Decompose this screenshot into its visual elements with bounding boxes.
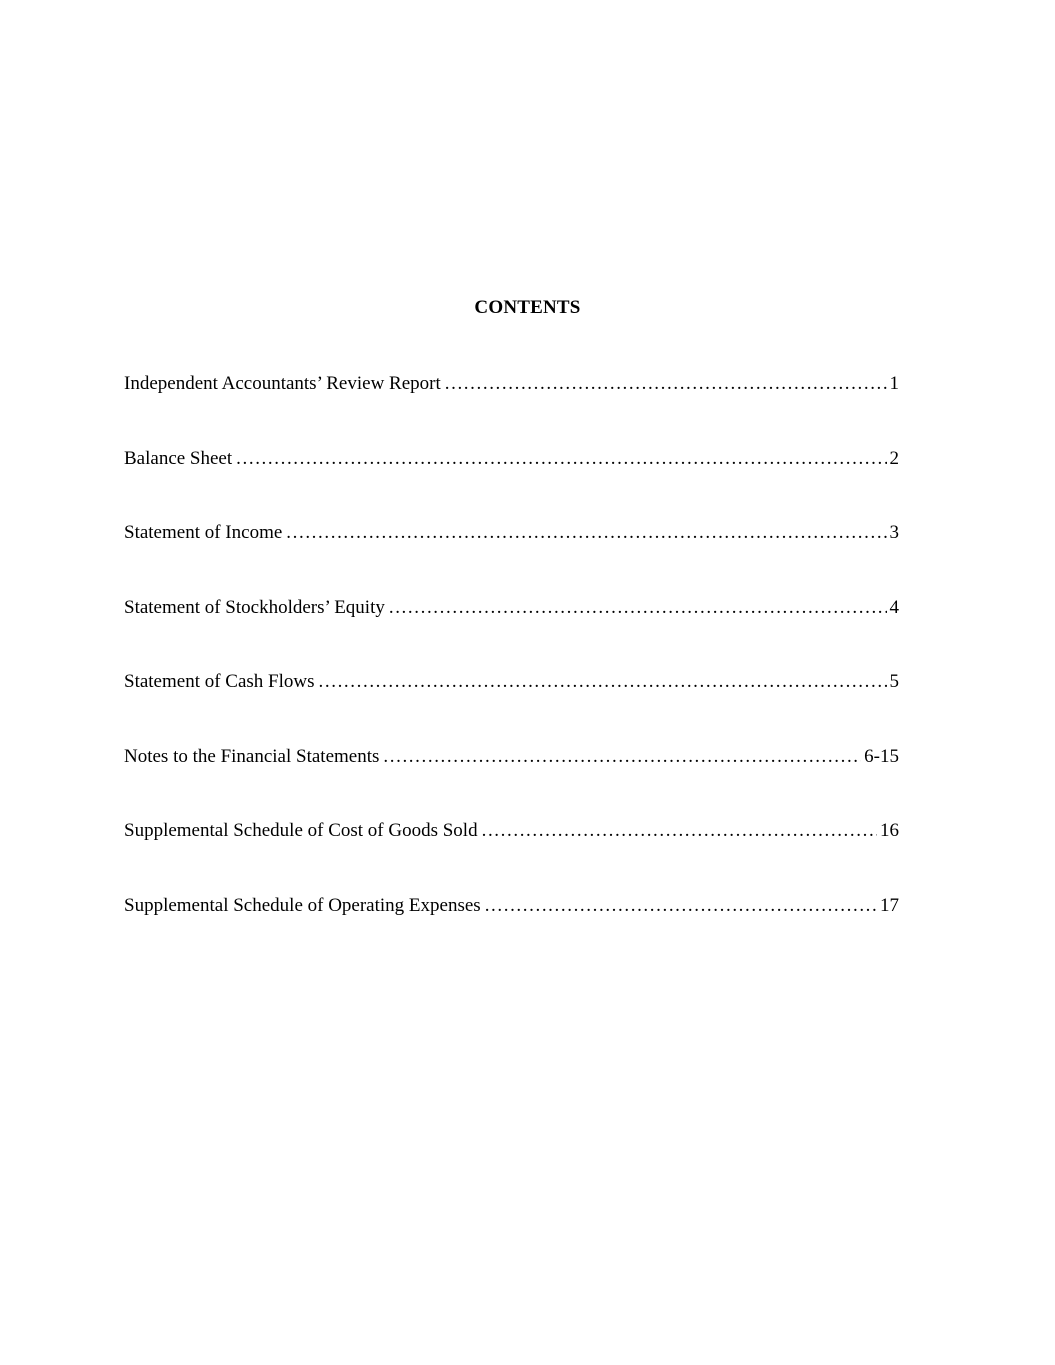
toc-entry-page: 17 [880,894,899,916]
toc-entry-page: 5 [889,671,899,692]
toc-entry-stockholders-equity [124,596,899,671]
toc-entry-balance-sheet [124,447,899,522]
dot-leader [236,447,886,471]
toc-entry-notes [124,745,899,820]
dot-leader [286,521,886,545]
dot-leader [389,596,887,620]
dot-leader [445,372,887,396]
toc-entry-cost-of-goods-sold [124,819,899,894]
toc-entry-label: Statement of Cash Flows [124,671,315,692]
dot-leader [319,670,887,694]
toc-entry-page: 2 [889,447,899,469]
toc-entry-label: Independent Accountants’ Review Report [124,373,441,394]
page-title: CONTENTS [474,297,581,318]
toc-entry-operating-expenses [124,894,899,969]
toc-entry-statement-of-income [124,521,899,596]
dot-leader [485,894,877,918]
toc-entry-label: Balance Sheet [124,447,233,469]
toc-entry-label: Statement of Stockholders’ Equity [124,596,385,618]
toc-entry-page: 6-15 [864,745,899,767]
toc-entry-page: 16 [880,820,899,841]
toc-entry-label: Notes to the Financial Statements [124,745,380,767]
table-of-contents [124,372,899,968]
toc-entry-review-report [124,372,899,447]
toc-entry-page: 4 [889,596,899,618]
toc-entry-page: 3 [889,522,899,543]
toc-entry-label: Supplemental Schedule of Cost of Goods Sold [124,820,478,841]
toc-entry-cash-flows [124,670,899,745]
dot-leader [383,745,861,769]
toc-entry-label: Supplemental Schedule of Operating Expenses [124,894,481,916]
toc-entry-label: Statement of Income [124,522,283,543]
dot-leader [482,819,877,843]
toc-entry-page: 1 [889,373,899,394]
